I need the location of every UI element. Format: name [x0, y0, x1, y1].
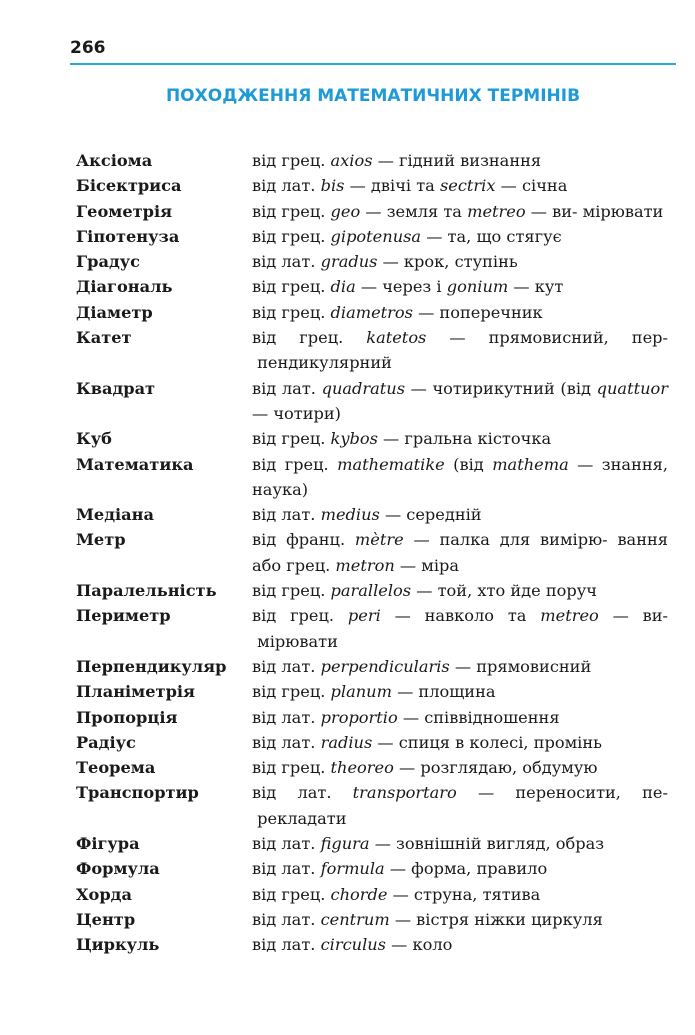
term-row — [76, 300, 668, 325]
term-row — [76, 831, 668, 856]
term-name: Теорема — [76, 758, 156, 778]
definition-text: від грец. — [252, 606, 348, 626]
source-word: axios — [330, 151, 373, 170]
term-definition — [252, 780, 668, 831]
term-definition — [252, 249, 668, 274]
definition-text: від грец. — [252, 682, 331, 702]
definition-text: від грец. — [252, 454, 338, 474]
source-word: metreo — [467, 201, 526, 221]
term-row — [76, 654, 668, 679]
definition-text: від лат. — [252, 656, 321, 676]
term-row — [76, 679, 668, 704]
term-row — [76, 224, 668, 249]
term-name: Паралельність — [76, 581, 217, 601]
term-row — [76, 856, 668, 881]
term-definition — [252, 224, 668, 249]
term-name: Фігура — [76, 834, 140, 854]
term-row — [76, 502, 668, 527]
term-definition — [252, 654, 668, 679]
definition-text: від грец. — [252, 302, 331, 322]
source-word: metron — [335, 555, 395, 575]
source-word: geo — [330, 201, 361, 221]
definition-text: від грец. — [252, 758, 331, 778]
term-definition — [252, 148, 668, 173]
term-row — [76, 325, 668, 376]
source-word: planum — [330, 682, 392, 702]
source-word: dia — [330, 277, 356, 297]
term-name: Аксіома — [76, 151, 153, 170]
definition-text: — прямовисний — [449, 656, 592, 676]
definition-text: — та, що стягує — [421, 226, 562, 246]
definition-text: від грец. — [252, 581, 331, 601]
definition-text: — чотирикутний (від — [405, 378, 597, 398]
definition-text: від лат. — [252, 176, 321, 196]
definition-text: від грец. — [252, 429, 331, 449]
source-word: mathematike — [337, 454, 445, 474]
term-name: Діагональ — [76, 277, 173, 297]
definition-text: від лат. — [252, 378, 322, 398]
term-name: Планіметрія — [76, 682, 196, 702]
term-definition — [252, 831, 668, 856]
definition-text: — гральна кісточка — [377, 429, 552, 449]
term-definition — [252, 705, 668, 730]
source-word: radius — [320, 732, 373, 752]
term-row — [76, 932, 668, 957]
term-row — [76, 527, 668, 578]
term-definition — [252, 376, 668, 427]
term-row — [76, 249, 668, 274]
term-definition — [252, 730, 668, 755]
source-word: chorde — [330, 884, 388, 904]
term-name: Метр — [76, 530, 126, 550]
definition-text: — крок, ступінь — [377, 252, 518, 272]
source-word: perpendicularis — [320, 656, 450, 676]
term-name: Радіус — [76, 732, 136, 752]
definition-text: — коло — [385, 935, 453, 955]
term-row — [76, 173, 668, 198]
page-title: ПОХОДЖЕННЯ МАТЕМАТИЧНИХ ТЕРМІНІВ — [165, 86, 581, 106]
definition-text: — кут — [508, 277, 564, 297]
definition-text: — той, хто йде поруч — [411, 581, 597, 601]
definition-text: від лат. — [252, 859, 321, 879]
term-row — [76, 274, 668, 299]
source-word: parallelos — [330, 581, 412, 601]
definition-text: — через і — [355, 277, 447, 297]
term-definition — [252, 882, 668, 907]
definition-text: — форма, правило — [384, 859, 548, 879]
page-number: 266 — [70, 38, 106, 58]
definition-text: — навколо та — [380, 606, 541, 626]
term-name: Формула — [76, 859, 160, 879]
source-word: mathema — [492, 454, 569, 474]
source-word: centrum — [320, 909, 390, 929]
term-name: Катет — [76, 328, 132, 348]
source-word: metreo — [540, 606, 599, 626]
term-definition — [252, 199, 668, 224]
term-definition — [252, 755, 668, 780]
definition-text: (від — [444, 454, 493, 474]
definition-text: від лат. — [252, 783, 353, 803]
source-word: katetos — [366, 328, 427, 348]
term-row — [76, 578, 668, 603]
definition-text: від грец. — [252, 201, 331, 221]
definition-text: від грец. — [252, 328, 367, 348]
term-row — [76, 199, 668, 224]
term-definition — [252, 274, 668, 299]
definition-text: — ви- мірювати — [252, 606, 669, 651]
term-definition — [252, 502, 668, 527]
definition-text: від грец. — [252, 277, 331, 297]
term-name: Градус — [76, 252, 140, 272]
term-definition — [252, 603, 668, 654]
definition-text: від грец. — [252, 151, 331, 170]
term-name: Хорда — [76, 884, 132, 904]
definition-text: від лат. — [252, 252, 321, 272]
definition-text: — розглядаю, обдумую — [393, 758, 598, 778]
definition-text: від грец. — [252, 226, 331, 246]
definition-text: — співвідношення — [397, 707, 560, 727]
term-row — [76, 705, 668, 730]
term-name: Куб — [76, 429, 112, 449]
term-name: Перпендикуляр — [76, 656, 227, 676]
source-word: gipotenusa — [330, 226, 422, 246]
term-definition — [252, 452, 668, 503]
term-name: Периметр — [76, 606, 171, 626]
definition-text: — гідний визнання — [372, 151, 542, 170]
term-definition — [252, 907, 668, 932]
term-definition — [252, 679, 668, 704]
definition-text: від лат. — [252, 732, 321, 752]
term-name: Медіана — [76, 505, 154, 525]
definition-text: від лат. — [252, 935, 321, 955]
definition-text: — двічі та — [344, 176, 440, 196]
term-row — [76, 376, 668, 427]
definition-text: — чотири) — [252, 403, 341, 423]
term-name: Транспортир — [76, 783, 199, 803]
term-name: Математика — [76, 454, 194, 474]
term-row — [76, 452, 668, 503]
source-word: bis — [320, 176, 345, 196]
term-name: Центр — [76, 909, 136, 929]
term-name: Бісектриса — [76, 176, 182, 196]
definition-text: — січна — [495, 176, 568, 196]
term-name: Геометрія — [76, 201, 173, 221]
term-definition — [252, 300, 668, 325]
definition-text: — знання, наука) — [252, 454, 669, 499]
definition-text: від лат. — [252, 834, 321, 854]
definition-text: — площина — [391, 682, 496, 702]
definition-text: — вістря ніжки циркуля — [389, 909, 603, 929]
term-row — [76, 426, 668, 451]
term-definition — [252, 325, 668, 376]
source-word: quattuor — [596, 378, 668, 398]
term-definition — [252, 856, 668, 881]
term-name: Квадрат — [76, 378, 156, 398]
source-word: formula — [320, 859, 385, 879]
definition-text: — земля та — [360, 201, 468, 221]
term-row — [76, 730, 668, 755]
definition-text: — поперечник — [412, 302, 543, 322]
term-row — [76, 148, 668, 173]
definition-text: від лат. — [252, 505, 321, 525]
term-name: Діаметр — [76, 302, 153, 322]
source-word: figura — [320, 834, 370, 854]
source-word: peri — [347, 606, 381, 626]
term-name: Гіпотенуза — [76, 226, 180, 246]
term-definition — [252, 578, 668, 603]
definition-text: — струна, тятива — [387, 884, 541, 904]
definition-text: — ви- мірювати — [525, 201, 664, 221]
term-row — [76, 882, 668, 907]
source-word: gradus — [320, 252, 378, 272]
source-word: sectrix — [439, 176, 496, 196]
term-row — [76, 907, 668, 932]
source-word: proportio — [320, 707, 398, 727]
source-word: quadratus — [321, 378, 406, 398]
definition-text: — прямовисний, пер- пендикулярний — [252, 328, 668, 373]
definition-text: — спиця в колесі, промінь — [372, 732, 602, 752]
source-word: transportaro — [352, 783, 457, 803]
source-word: theoreo — [330, 758, 394, 778]
source-word: diametros — [330, 302, 413, 322]
term-row — [76, 603, 668, 654]
source-word: kybos — [330, 429, 378, 449]
terms-list — [76, 148, 668, 958]
definition-text: — міра — [394, 555, 460, 575]
term-name: Пропорція — [76, 707, 178, 727]
definition-text: — переносити, пе- рекладати — [252, 783, 668, 828]
definition-text: від франц. — [252, 530, 355, 550]
definition-text: — середній — [379, 505, 482, 525]
header-rule — [70, 63, 676, 65]
term-row — [76, 755, 668, 780]
source-word: gonium — [446, 277, 509, 297]
source-word: mètre — [354, 530, 404, 550]
term-definition — [252, 932, 668, 957]
definition-text: від лат. — [252, 707, 321, 727]
definition-text: — палка для вимірю- вання або грец. — [252, 530, 668, 575]
definition-text: від грец. — [252, 884, 331, 904]
term-definition — [252, 173, 668, 198]
source-word: medius — [320, 505, 380, 525]
definition-text: — зовнішній вигляд, образ — [369, 834, 605, 854]
term-definition — [252, 527, 668, 578]
definition-text: від лат. — [252, 909, 321, 929]
term-row — [76, 780, 668, 831]
source-word: circulus — [320, 935, 386, 955]
term-definition — [252, 426, 668, 451]
term-name: Циркуль — [76, 935, 160, 955]
